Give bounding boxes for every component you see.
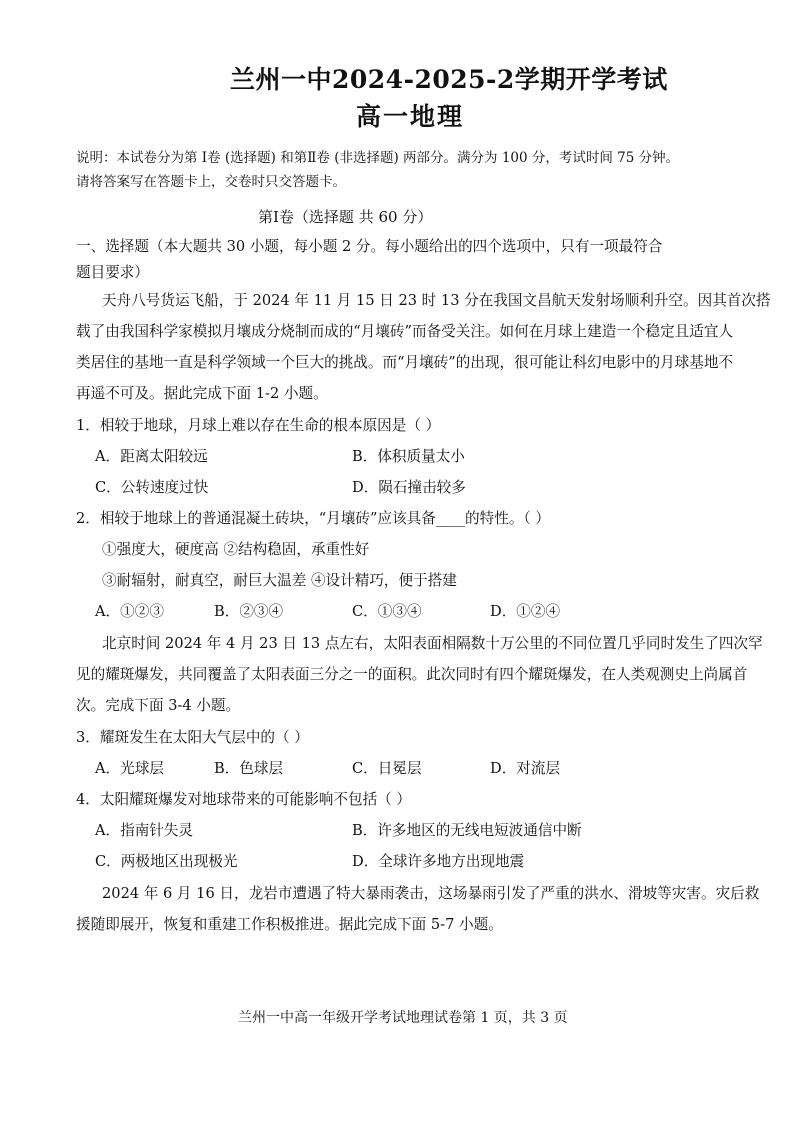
exam-title: 兰州一中2024-2025-2学期开学考试	[230, 65, 668, 94]
question-4-stem: 4．太阳耀斑爆发对地球带来的可能影响不包括（ ）	[76, 791, 411, 808]
part-heading-line-2: 题目要求）	[76, 264, 149, 281]
q2-option-d: D．①②④	[490, 603, 561, 620]
q2-items-line-1: ①强度大，硬度高 ②结构稳固，承重性好	[102, 541, 370, 558]
q2-option-b: B．②③④	[214, 603, 284, 620]
passage1-line-4: 再遥不可及。据此完成下面 1-2 小题。	[76, 385, 328, 402]
q1-option-b: B．体积质量太小	[352, 448, 465, 465]
passage3-line-2: 援随即展开，恢复和重建工作积极推进。据此完成下面 5-7 小题。	[76, 916, 503, 933]
instructions-line-2: 请将答案写在答题卡上，交卷时只交答题卡。	[76, 174, 346, 190]
q2-option-c: C．①③④	[352, 603, 422, 620]
passage1-line-3: 类居住的基地一直是科学领域一个巨大的挑战。而“月壤砖”的出现，很可能让科幻电影中的月球基地不	[76, 354, 734, 371]
exam-subject: 高一地理	[356, 102, 465, 131]
passage3-line-1: 2024 年 6 月 16 日，龙岩市遭遇了特大暴雨袭击，这场暴雨引发了严重的洪水、滑坡等灾害。灾后救	[102, 885, 760, 902]
question-1-stem: 1．相较于地球，月球上难以存在生命的根本原因是（ ）	[76, 417, 441, 434]
q1-option-d: D．陨石撞击较多	[352, 479, 466, 496]
question-2-stem: 2．相较于地球上的普通混凝土砖块，“月壤砖”应该具备____的特性。（ ）	[76, 510, 550, 527]
question-3-stem: 3．耀斑发生在太阳大气层中的（ ）	[76, 729, 309, 746]
q3-option-d: D．对流层	[490, 760, 561, 777]
passage1-line-1: 天舟八号货运飞船，于 2024 年 11 月 15 日 23 时 13 分在我国文昌航天发射场顺利升空。因其首次搭	[102, 292, 771, 309]
q1-option-c: C．公转速度过快	[95, 479, 209, 496]
q4-option-b: B．许多地区的无线电短波通信中断	[352, 822, 582, 839]
q3-option-c: C．日冕层	[352, 760, 422, 777]
passage2-line-1: 北京时间 2024 年 4 月 23 日 13 点左右，太阳表面相隔数十万公里的不同位置几乎同时发生了四次罕	[102, 635, 763, 652]
page-footer: 兰州一中高一年级开学考试地理试卷第 1 页，共 3 页	[238, 1010, 568, 1026]
q1-option-a: A．距离太阳较远	[95, 448, 208, 465]
q3-option-a: A．光球层	[95, 760, 164, 777]
q2-items-line-2: ③耐辐射，耐真空，耐巨大温差 ④设计精巧，便于搭建	[102, 572, 457, 589]
passage2-line-2: 见的耀斑爆发，共同覆盖了太阳表面三分之一的面积。此次同时有四个耀斑爆发，在人类观测史上尚属首	[76, 666, 748, 683]
section-heading: 第Ⅰ卷（选择题 共 60 分）	[258, 208, 433, 226]
q4-option-c: C．两极地区出现极光	[95, 853, 238, 870]
q4-option-a: A．指南针失灵	[95, 822, 194, 839]
q4-option-d: D．全球许多地方出现地震	[352, 853, 525, 870]
passage1-line-2: 载了由我国科学家模拟月壤成分烧制而成的“月壤砖”而备受关注。如何在月球上建造一个稳定且适宜人	[76, 323, 734, 340]
q3-option-b: B．色球层	[214, 760, 284, 777]
passage2-line-3: 次。完成下面 3-4 小题。	[76, 697, 241, 714]
q2-option-a: A．①②③	[95, 603, 164, 620]
instructions-line-1: 说明：本试卷分为第 Ⅰ卷 (选择题) 和第Ⅱ卷 (非选择题) 两部分。满分为 100 分，考试时间 75 分钟。	[76, 150, 680, 166]
part-heading-line-1: 一、选择题（本大题共 30 小题，每小题 2 分。每小题给出的四个选项中，只有一项最符合	[76, 238, 663, 255]
